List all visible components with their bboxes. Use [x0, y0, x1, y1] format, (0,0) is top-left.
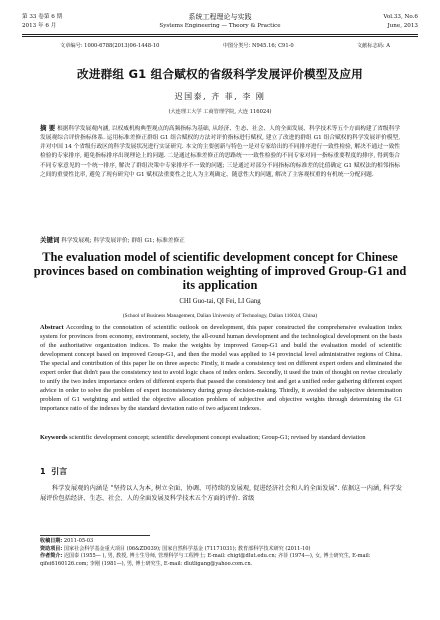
document-code: 文献标志码: A	[356, 43, 390, 49]
journal-title-en: Systems Engineering — Theory & Practice	[159, 23, 281, 29]
keywords-cn	[40, 235, 400, 244]
title-cn: 改进群组 G1 组合赋权的省级科学发展评价模型及应用	[77, 67, 363, 81]
abstract-en-text: According to the connotation of scientific outlook on development, this paper constructed the comprehensive evaluation index system for provinces from economy, environment, society, the all-round human development and the technological development on the basis of the authoritative organization indices. To make the weights by improved Group-G1 and build the evaluation model of scientific development concept based on improved Group-G1, and then the model was applied to 14 provincial level administrative regions of China. The special and contribution of this paper lie on three aspects: Firstly, it made a consistency test on different expert orders and eliminated the expert order that didn't pass the consistency test to avoid logic chaos of index orders. Secondly, it used the train of thought on revise circularly to unify the two index importance orders of different experts that passed the consistency test and get a unified order gathering different expert advice in order to solve the problem of expert inconsistency during group decision-making. Thirdly, it avoided the subjective determination problem of G1 weighting and settled the objective allocation problem of subjective and objective weights through determining the G1 importance ratio of the indexes by the standard deviation ratio of two adjacent indexes.	[40, 324, 402, 412]
date-cn: 2013 年 6 月	[22, 23, 57, 29]
footnote-received	[40, 538, 402, 546]
volume-issue-en: Vol.33, No.6	[383, 14, 418, 20]
authors-en: CHI Guo-tai, QI Fei, LI Gang	[179, 298, 261, 305]
abstract-cn-label: 摘 要	[40, 124, 56, 132]
keywords-en-label: Keywords	[40, 434, 68, 441]
received-label: 收稿日期:	[40, 538, 63, 544]
clc-number: 中图分类号: N945.16; C91-0	[222, 43, 294, 49]
footnote-fund	[40, 546, 402, 554]
abstract-en	[40, 324, 402, 414]
header-rule	[22, 34, 418, 35]
abstract-cn-text: 根据科学发展观内涵, 以权威机构典型观点的高频指标为基础, 从经济、生态、社会、人的全面发展、科学技术等五个方面构建了省级科学发展观综合评价指标体系. 运用标准差修正群组 G1 组合赋权的方法对评价指标进行赋权, 建立了改进的群组 G1 组合赋权的科学发展评价模型, 并对中国 14 个省级行政区的科学发展状况进行实证研究. 本文的主要创新与特色一是对专家给出的不同排序进行一致性检验, 解决不通过一致性检验的专家排序, 避免指标排序出现理论上的问题. 二是通过标准差修正的思路统一一致性检验的不同专家对同一指标重要程度的排序, 得到集合不同专家意见的一个统一排序, 解决了群组决策中专家排序不一致的问题; 三是通过对部分不同指标的标准差的比值确定 G1 赋权法的相邻指标之间的重要性比率, 避免了现有研究中 G1 赋权法重要性之比人为主观确定、随意性大的问题, 解决了主客观权重的有机统一分配问题.	[40, 126, 401, 178]
section-heading	[40, 466, 67, 477]
keywords-cn-label: 关键词	[40, 236, 60, 244]
date-en: June, 2013	[387, 23, 418, 29]
title-en: The evaluation model of scientific development concept for Chinese provinces based on combination weighting of improved Group-G1 and its application	[33, 250, 407, 293]
footnote	[40, 538, 402, 568]
section-title: 引言	[51, 467, 68, 476]
bio-text: 迟国泰 (1955— ), 男, 教授, 博士生导师, 管理科学与工程博士; E-mail: chigt@dlut.edu.cn; 齐菲 (1974—), 女, 博士研究生, E-mail: qifei6160126.com; 李刚 (1981—), 男, 博士研究生, E-mail: dlutligang@yahoo.com.cn.	[40, 553, 371, 567]
keywords-en-text: scientific development concept; scientific development concept evaluation; Group-G1; revised by standard deviation	[69, 434, 366, 441]
article-number: 文章编号: 1000-6788(2013)06-1448-10	[60, 43, 160, 49]
section-number: 1	[40, 467, 46, 476]
keywords-en	[40, 434, 402, 443]
authors-cn: 迟国泰, 齐 菲, 李 刚	[174, 92, 266, 101]
fund-text: 国家社会科学基金重大项目 (06&ZD039); 国家自然科学基金 (71171031); 教育部科学技术研究 (2011-10)	[63, 545, 311, 552]
footnote-rule	[40, 535, 150, 536]
article-meta	[60, 42, 390, 49]
affiliation-en: (School of Business Management, Dalian University of Technology, Dalian 116024, China)	[122, 313, 318, 319]
footnote-bio	[40, 553, 402, 568]
affiliation-cn: (大连理工大学 工商管理学院, 大连 116024)	[168, 109, 272, 115]
abstract-en-label: Abstract	[40, 324, 64, 331]
header-rule-thin	[22, 36, 418, 37]
keywords-cn-text: 科学发展观; 科学发展评价; 群组 G1; 标准差修正	[61, 238, 185, 244]
intro-paragraph: 科学发展观的内涵是 "坚持以人为本, 树立全面、协调、可持续的发展观, 促进经济社会和人的全面发展". 依据这一内涵, 科学发展评价包括经济、生态、社会、人的全面发展及科学技术五个方面的评价. 省级	[40, 485, 402, 503]
fund-label: 资助项目:	[40, 545, 63, 552]
bio-label: 作者简介:	[40, 553, 63, 559]
abstract-cn	[40, 124, 400, 180]
received-date: 2011-05-03	[63, 538, 94, 544]
journal-title-cn: 系统工程理论与实践	[188, 13, 252, 21]
volume-issue-cn: 第 33 卷第 6 期	[22, 14, 63, 20]
